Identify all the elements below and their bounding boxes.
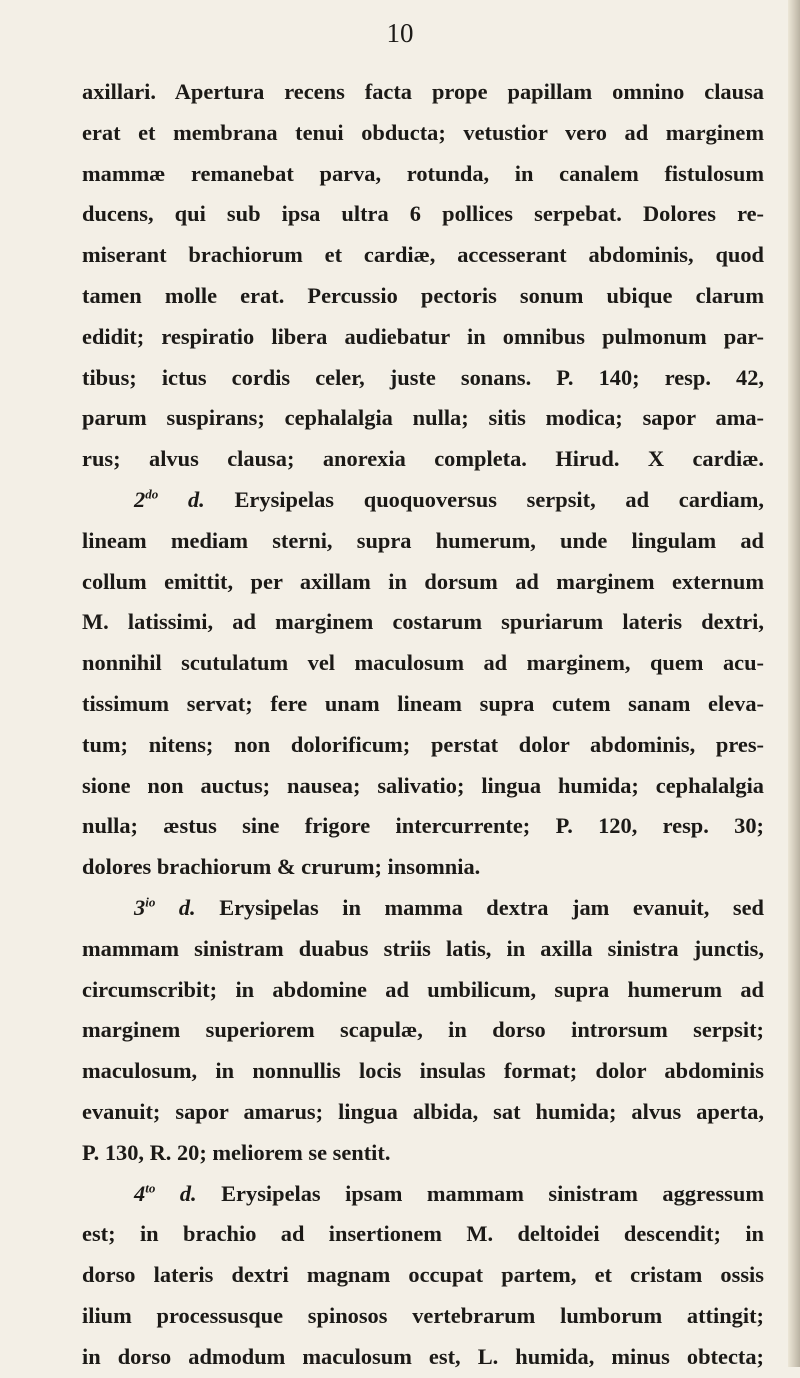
text-line: dolores brachiorum & crurum; insomnia. — [82, 854, 481, 880]
page-edge-shadow — [788, 0, 800, 1367]
day-marker: $4^{to}$ d. — [134, 1180, 197, 1206]
text-line: tissimum servat; fere unam lineam supra cutem sanam eleva- — [82, 690, 764, 716]
body-text — [82, 72, 764, 1378]
text-line: mammæ remanebat parva, rotunda, in canalem fistulosum — [82, 160, 764, 186]
day-marker: $2^{do}$ d. — [134, 486, 205, 512]
text-line: miserant brachiorum et cardiæ, accesserant abdominis, quod — [82, 242, 764, 268]
text-line: parum suspirans; cephalalgia nulla; sitis modica; sapor ama- — [82, 405, 764, 431]
text-line: axillari. Apertura recens facta prope papillam omnino clausa — [82, 79, 764, 104]
text-line: in dorso admodum maculosum est, L. humida, minus obtecta; — [82, 1343, 764, 1369]
text-line: evanuit; sapor amarus; lingua albida, sat humida; alvus aperta, — [82, 1098, 764, 1124]
text-line: erat et membrana tenui obducta; vetustior vero ad marginem — [82, 119, 764, 145]
text-line: P. 130, R. 20; meliorem se sentit. — [82, 1139, 391, 1165]
text-line: circumscribit; in abdomine ad umbilicum, supra humerum ad — [82, 976, 764, 1002]
text-line: Erysipelas quoquoversus serpsit, ad cardiam, — [234, 486, 764, 512]
text-line: tum; nitens; non dolorificum; perstat dolor abdominis, pres- — [82, 731, 764, 757]
paragraph-first-line — [82, 888, 764, 929]
page-number: 10 — [386, 18, 414, 48]
text-line: Erysipelas ipsam mammam sinistram aggressum — [221, 1180, 764, 1206]
text-line: rus; alvus clausa; anorexia completa. Hirud. X cardiæ. — [82, 446, 764, 472]
text-line: marginem superiorem scapulæ, in dorso introrsum serpsit; — [82, 1017, 764, 1043]
text-line: sione non auctus; nausea; salivatio; lingua humida; cephalalgia — [82, 772, 764, 798]
text-line: nulla; æstus sine frigore intercurrente; P. 120, resp. 30; — [82, 813, 764, 839]
text-line: tamen molle erat. Percussio pectoris sonum ubique clarum — [82, 282, 764, 308]
text-line: Erysipelas in mamma dextra jam evanuit, sed — [219, 894, 764, 920]
text-line: mammam sinistram duabus striis latis, in axilla sinistra junctis, — [82, 935, 764, 961]
text-line: ducens, qui sub ipsa ultra 6 pollices serpebat. Dolores re- — [82, 201, 764, 227]
text-line: maculosum, in nonnullis locis insulas format; dolor abdominis — [82, 1058, 764, 1084]
text-line: edidit; respiratio libera audiebatur in omnibus pulmonum par- — [82, 323, 764, 349]
text-line: lineam mediam sterni, supra humerum, unde lingulam ad — [82, 527, 764, 553]
text-line: est; in brachio ad insertionem M. deltoidei descendit; in — [82, 1221, 764, 1247]
text-line: collum emittit, per axillam in dorsum ad marginem externum — [82, 568, 764, 594]
text-line: ilium processusque spinosos vertebrarum lumborum attingit; — [82, 1302, 764, 1328]
text-line: tibus; ictus cordis celer, juste sonans. P. 140; resp. 42, — [82, 364, 764, 390]
text-line: M. latissimi, ad marginem costarum spuriarum lateris dextri, — [82, 609, 764, 635]
paragraph-first-line — [82, 480, 764, 521]
text-line: nonnihil scutulatum vel maculosum ad marginem, quem acu- — [82, 650, 764, 676]
paragraph-first-line — [82, 1174, 764, 1215]
day-marker: $3^{io}$ d. — [134, 894, 196, 920]
text-line: dorso lateris dextri magnam occupat partem, et cristam ossis — [82, 1262, 764, 1288]
